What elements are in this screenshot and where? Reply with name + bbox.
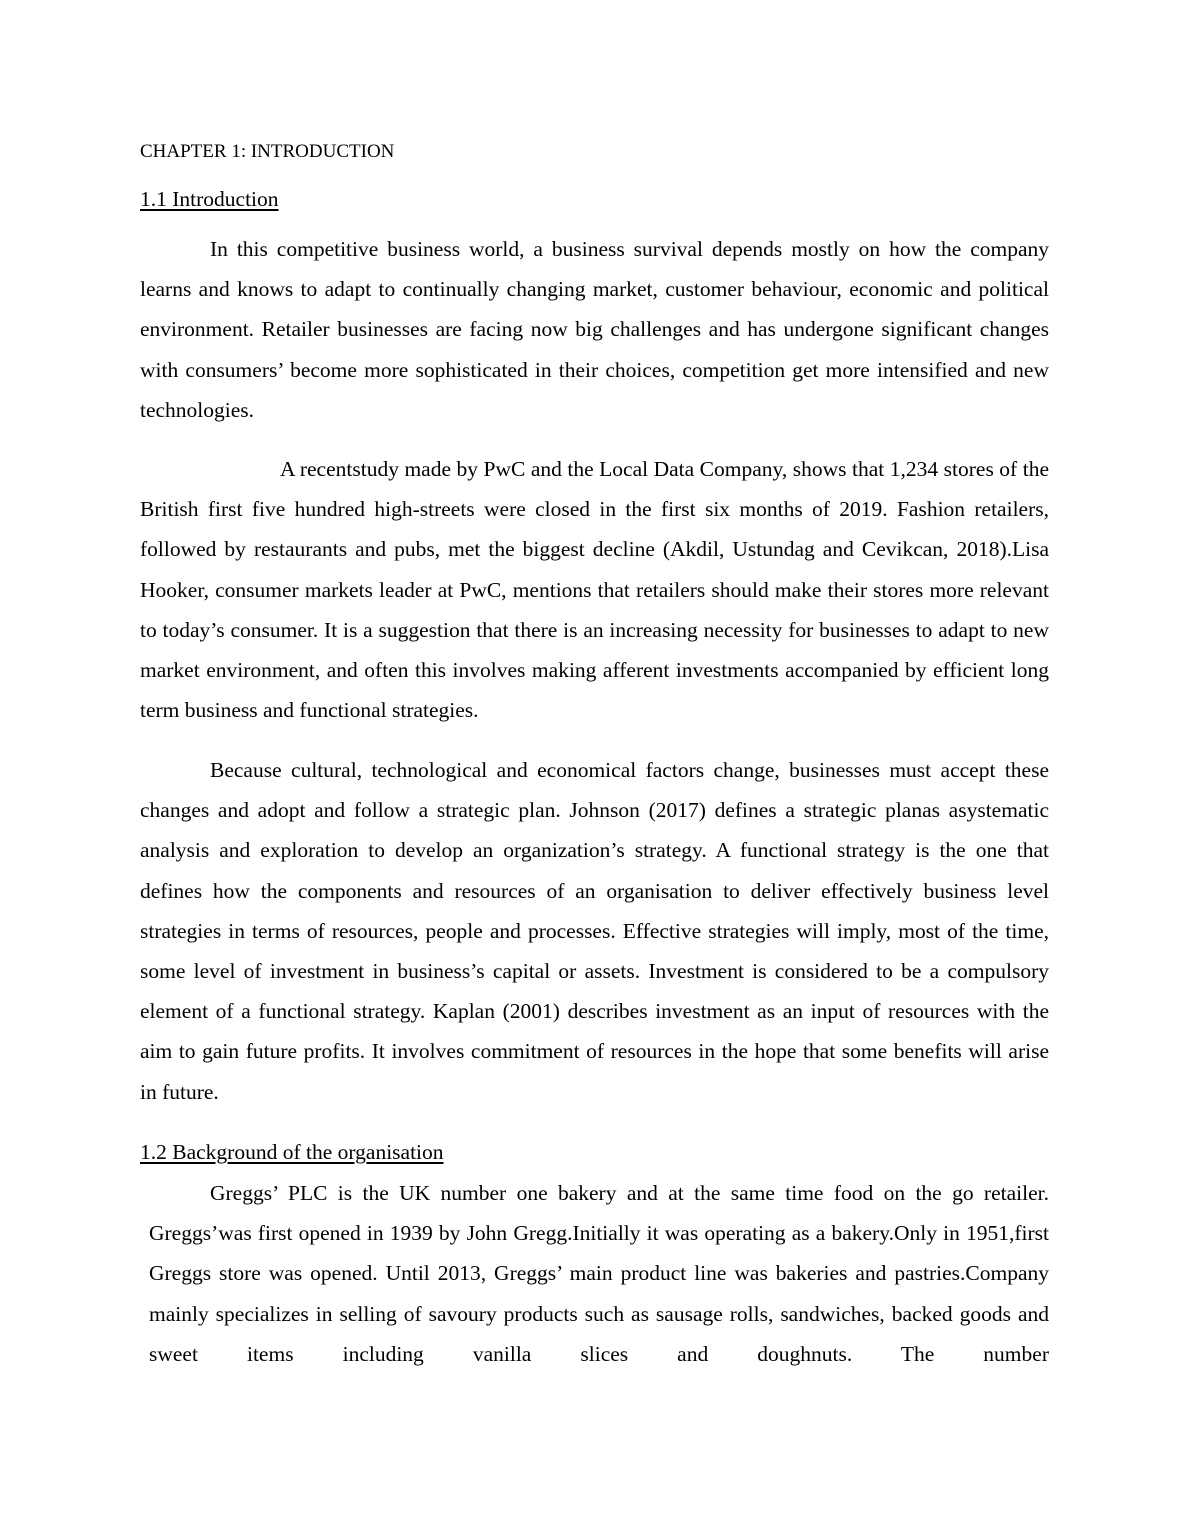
- section-heading-introduction: 1.1 Introduction: [140, 187, 279, 211]
- section-heading-background: 1.2 Background of the organisation: [140, 1140, 444, 1164]
- paragraph-intro-1: In this competitive business world, a business survival depends mostly on how the company learns and knows to adapt to continually changing market, customer behaviour, economic and political environment. Retailer businesses are facing now big challenges and has undergone significant changes with consumers’ become more sophisticated in their choices, competition get more intensified and new technologies.: [140, 237, 1049, 422]
- paragraph-intro-3: Because cultural, technological and economical factors change, businesses must accept these changes and adopt and follow a strategic plan. Johnson (2017) defines a strategic planas asystematic analysis and exploration to develop an organization’s strategy. A functional strategy is the one that defines how the components and resources of an organisation to deliver effectively business level strategies in terms of resources, people and processes. Effective strategies will imply, most of the time, some level of investment in business’s capital or assets. Investment is considered to be a compulsory element of a functional strategy. Kaplan (2001) describes investment as an input of resources with the aim to gain future profits. It involves commitment of resources in the hope that some benefits will arise in future.: [140, 758, 1049, 1104]
- chapter-title: CHAPTER 1: INTRODUCTION: [140, 141, 395, 162]
- paragraph-intro-2: A recentstudy made by PwC and the Local Data Company, shows that 1,234 stores of the British first five hundred high-streets were closed in the first six months of 2019. Fashion retailers, followed by restaurants and pubs, met the biggest decline (Akdil, Ustundag and Cevikcan, 2018).Lisa Hooker, consumer markets leader at PwC, mentions that retailers should make their stores more relevant to today’s consumer. It is a suggestion that there is an increasing necessity for businesses to adapt to new market environment, and often this involves making afferent investments accompanied by efficient long term business and functional strategies.: [140, 457, 1049, 723]
- paragraph-background-1: Greggs’ PLC is the UK number one bakery and at the same time food on the go retailer. Greggs’was first opened in 1939 by John Gregg.Initially it was operating as a bakery.Only in 1951,first Greggs store was opened. Until 2013, Greggs’ main product line was bakeries and pastries.Company mainly specializes in selling of savoury products such as sausage rolls, sandwiches, backed goods and sweet items including vanilla slices and doughnuts. The number: [149, 1181, 1049, 1366]
